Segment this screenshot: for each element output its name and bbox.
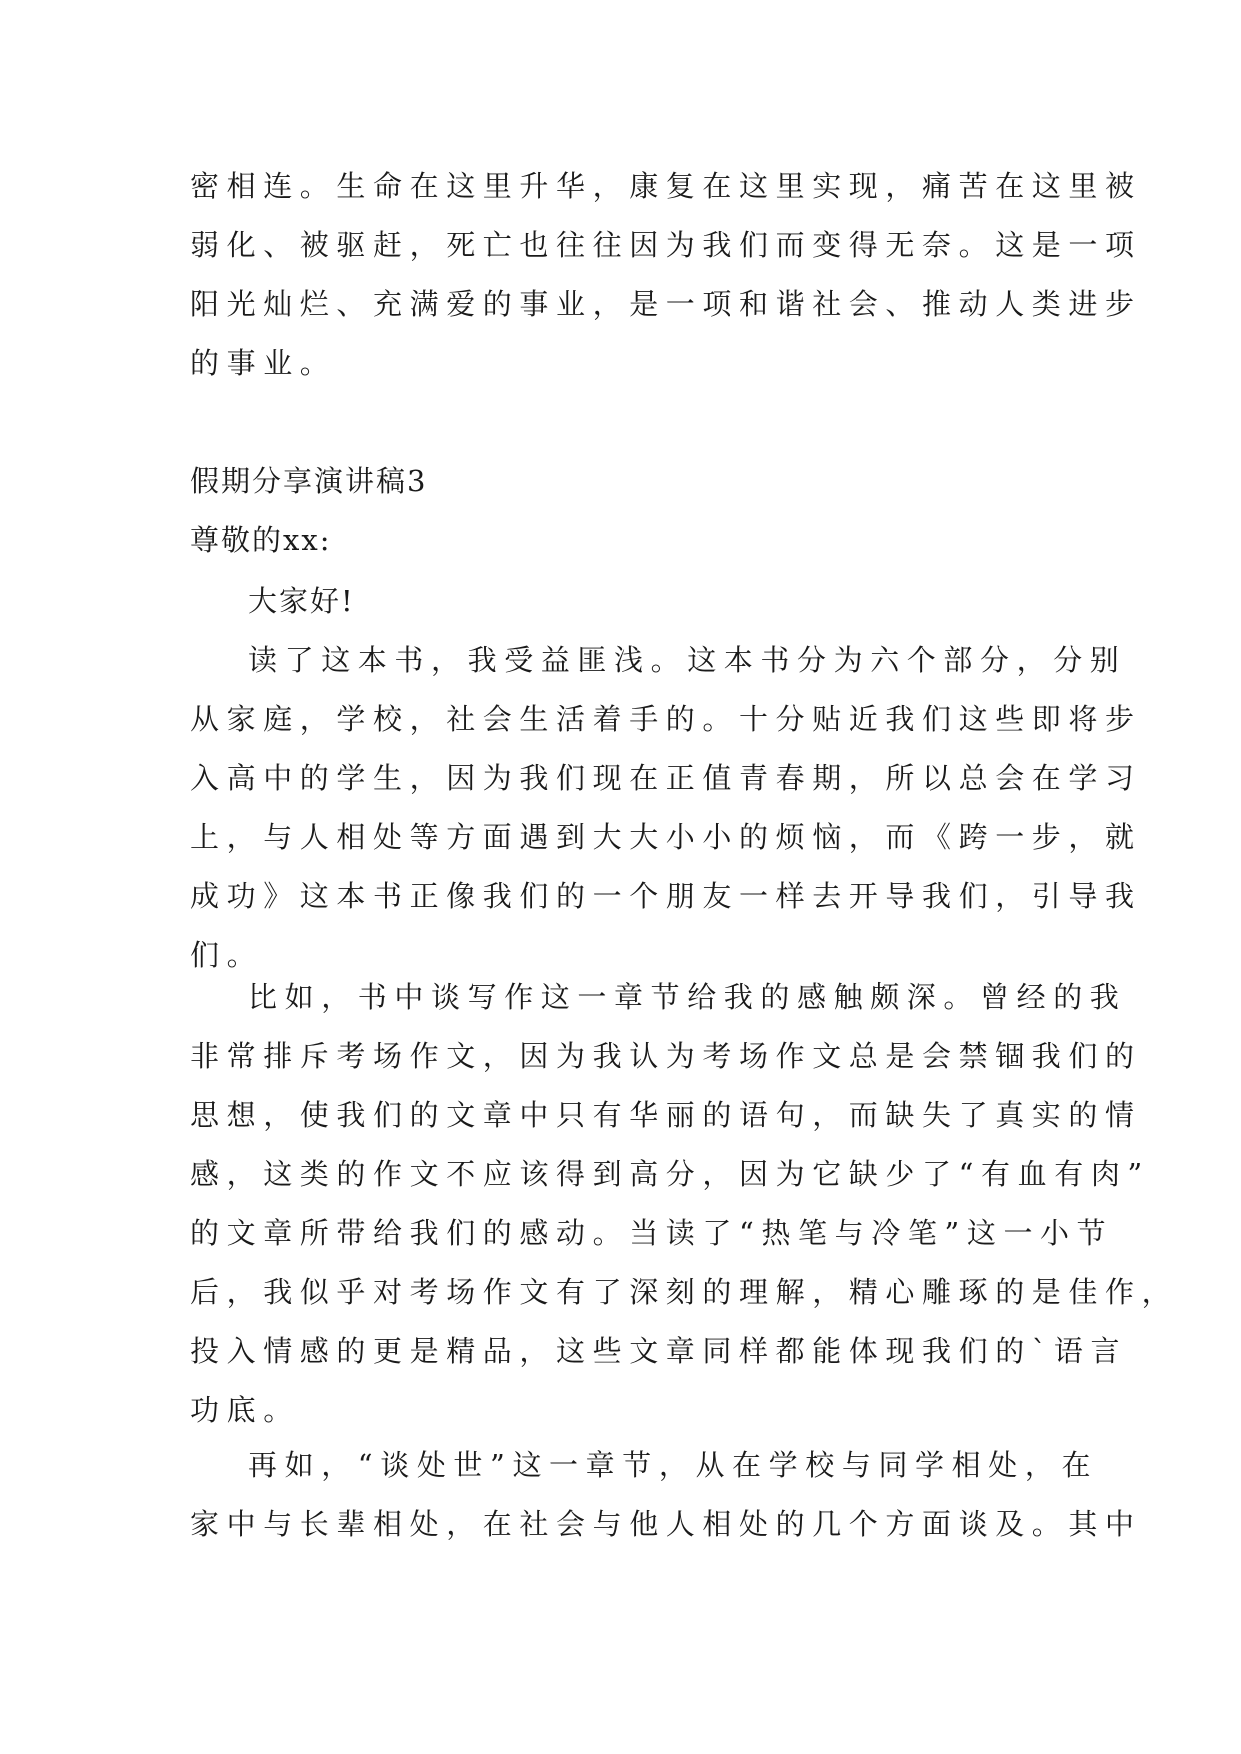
text-line: 密相连。生命在这里升华，康复在这里实现，痛苦在这里被 (190, 169, 1142, 203)
text-line: 入高中的学生，因为我们现在正值青春期，所以总会在学习 (190, 761, 1142, 795)
text-line: 家中与长辈相处，在社会与他人相处的几个方面谈及。其中 (190, 1507, 1142, 1541)
text-line: 从家庭，学校，社会生活着手的。十分贴近我们这些即将步 (190, 702, 1142, 736)
text-line: 思想，使我们的文章中只有华丽的语句，而缺失了真实的情 (190, 1098, 1142, 1132)
greeting-text: 大家好! (248, 584, 355, 618)
paragraph-2 (190, 968, 1179, 1440)
section-heading: 假期分享演讲稿3 (190, 464, 428, 498)
text-line: 阳光灿烂、充满爱的事业，是一项和谐社会、推动人类进步 (190, 287, 1142, 321)
text-line: 再如，“谈处世”这一章节，从在学校与同学相处，在 (248, 1448, 1099, 1482)
paragraph-1 (190, 631, 1142, 985)
text-line: 投入情感的更是精品，这些文章同样都能体现我们的`语言 (190, 1334, 1128, 1368)
text-line: 的文章所带给我们的感动。当读了“热笔与冷笔”这一小节 (190, 1216, 1114, 1250)
intro-paragraph (190, 157, 1142, 393)
text-line: 成功》这本书正像我们的一个朋友一样去开导我们，引导我 (190, 879, 1142, 913)
text-line: 感，这类的作文不应该得到高分，因为它缺少了“有血有肉” (190, 1157, 1150, 1191)
text-line: 非常排斥考场作文，因为我认为考场作文总是会禁锢我们的 (190, 1039, 1142, 1073)
greeting (190, 572, 1052, 631)
text-line: 们。 (190, 938, 264, 972)
text-line: 读了这本书，我受益匪浅。这本书分为六个部分，分别 (248, 643, 1127, 677)
paragraph-3 (190, 1436, 1142, 1554)
text-line: 上，与人相处等方面遇到大大小小的烦恼，而《跨一步，就 (190, 820, 1142, 854)
text-line: 弱化、被驱赶，死亡也往往因为我们而变得无奈。这是一项 (190, 228, 1142, 262)
text-line: 的事业。 (190, 346, 337, 380)
text-line: 功底。 (190, 1393, 300, 1427)
text-line: 比如，书中谈写作这一章节给我的感触颇深。曾经的我 (248, 980, 1127, 1014)
text-line: 后，我似乎对考场作文有了深刻的理解，精心雕琢的是佳作， (190, 1275, 1179, 1309)
salutation: 尊敬的xx: (190, 523, 332, 557)
